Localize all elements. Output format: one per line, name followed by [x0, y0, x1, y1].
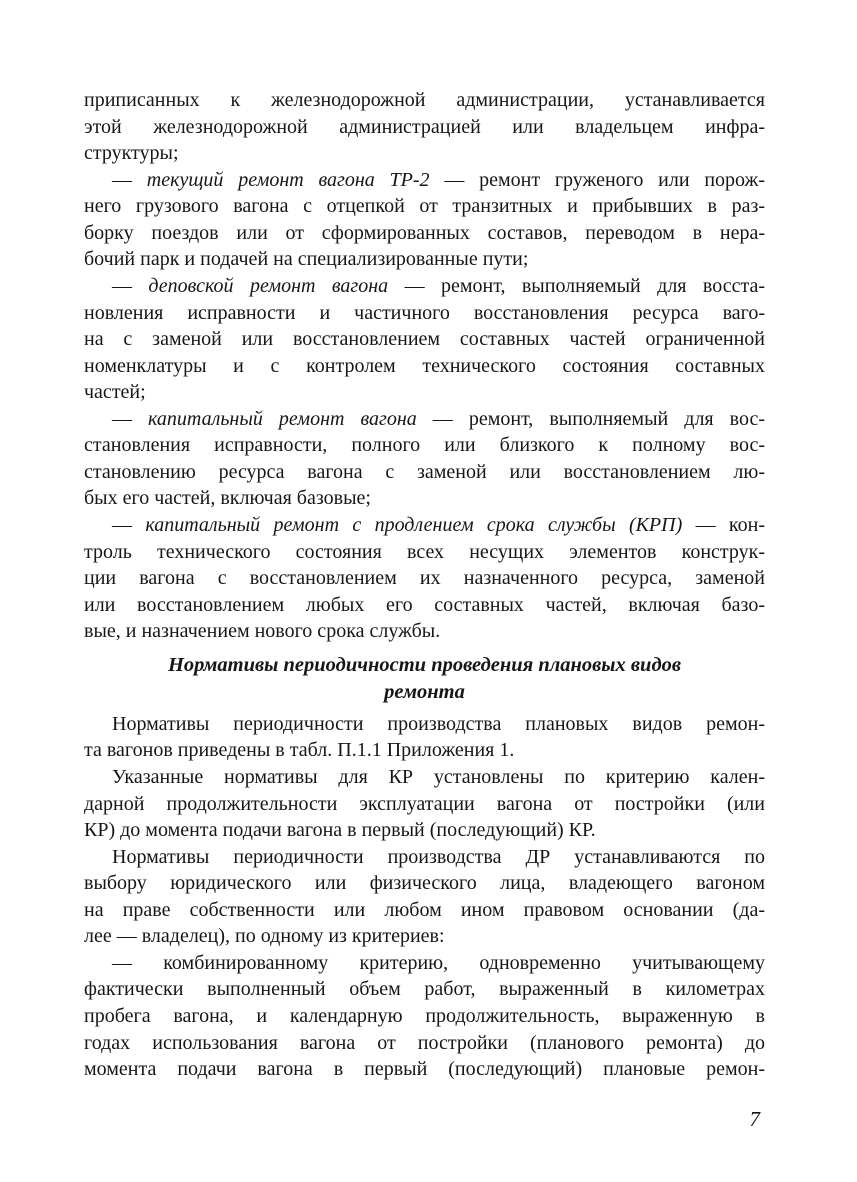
text-run: — кон-	[682, 514, 765, 536]
text-run: лее — владелец), по одному из критериев:	[84, 925, 445, 948]
text-line	[84, 485, 765, 512]
term-italic: текущий ремонт вагона ТР-2	[146, 168, 430, 191]
text-run: выбору юридического или физического лица, владеющего вагоном	[84, 872, 765, 895]
text-line	[84, 326, 765, 353]
text-run: становления исправности, полного или близкого к полному вос-	[84, 434, 765, 457]
text-run: — комбинированному критерию, одновременно учитывающему	[112, 951, 765, 974]
text-line	[84, 140, 765, 167]
text-run: —	[112, 407, 149, 430]
text-line	[84, 353, 765, 380]
text-line	[84, 764, 765, 791]
text-run: фактически выполненный объем работ, выраженный в километрах	[84, 978, 765, 1001]
text-run: дарной продолжительности эксплуатации вагона от постройки (или	[84, 792, 765, 815]
section-heading-line: Нормативы периодичности проведения плановых видов	[167, 653, 682, 676]
text-run: —	[112, 514, 146, 536]
text-line	[84, 1003, 765, 1030]
term-italic: капитальный ремонт вагона	[148, 407, 417, 430]
text-line	[84, 618, 765, 645]
text-line	[84, 167, 765, 194]
text-run: него грузового вагона с отцепкой от транзитных и прибывших в раз-	[84, 195, 765, 218]
text-line	[84, 220, 765, 247]
text-run: Указанные нормативы для КР установлены по критерию кален-	[112, 765, 765, 788]
text-line	[84, 844, 765, 871]
text-line	[84, 737, 765, 764]
text-line	[84, 300, 765, 327]
text-line	[84, 406, 765, 433]
text-line	[84, 512, 765, 539]
term-italic: капитальный ремонт с продлением срока службы (КРП)	[145, 514, 683, 536]
text-run: ции вагона с восстановлением их назначенного ресурса, заменой	[84, 567, 765, 590]
text-run: — ремонт, выполняемый для вос-	[416, 407, 765, 430]
text-run: на с заменой или восстановлением составных частей ограниченной	[84, 328, 765, 351]
text-run: годах использования вагона от постройки (планового ремонта) до	[84, 1031, 765, 1054]
text-run: на праве собственности или любом ином правовом основании (да-	[84, 898, 765, 921]
text-run: пробега вагона, и календарную продолжительность, выраженную в	[84, 1005, 765, 1027]
text-run: Нормативы периодичности производства плановых видов ремон-	[112, 712, 765, 735]
text-line	[84, 246, 765, 273]
text-run: Нормативы периодичности производства ДР устанавливаются по	[112, 845, 765, 868]
text-run: —	[112, 168, 147, 191]
text-run: —	[112, 274, 149, 297]
text-line	[84, 1056, 765, 1083]
text-run: становлению ресурса вагона с заменой или восстановлением лю-	[84, 460, 765, 483]
text-line	[84, 870, 765, 897]
text-line	[84, 432, 765, 459]
text-run: КР) до момента подачи вагона в первый (последующий) КР.	[84, 819, 596, 842]
text-run: приписанных к железнодорожной администрации, устанавливается	[84, 89, 765, 111]
text-line	[84, 539, 765, 566]
text-run: момента подачи вагона в первый (последующий) плановые ремон-	[84, 1058, 765, 1081]
text-line	[84, 193, 765, 220]
text-line	[84, 711, 765, 738]
text-line	[84, 1030, 765, 1057]
text-run: бых его частей, включая базовые;	[84, 487, 371, 510]
section-heading-line: ремонта	[384, 680, 465, 703]
text-run: та вагонов приведены в табл. П.1.1 Приложения 1.	[84, 739, 515, 762]
text-line	[84, 976, 765, 1003]
text-line	[84, 273, 765, 300]
text-line	[84, 950, 765, 977]
text-run: — ремонт груженого или порож-	[429, 168, 765, 191]
text-line	[84, 817, 765, 844]
text-run: или восстановлением любых его составных частей, включая базо-	[84, 593, 765, 616]
text-run: частей;	[84, 381, 146, 404]
text-line	[84, 87, 765, 114]
text-run: структуры;	[84, 142, 179, 165]
text-line	[84, 565, 765, 592]
text-line	[84, 897, 765, 924]
text-run: номенклатуры и с контролем технического состояния составных	[84, 354, 765, 377]
text-run: борку поездов или от сформированных составов, переводом в нера-	[84, 221, 765, 244]
page-number: 7	[749, 1107, 760, 1131]
text-run: троль технического состояния всех несущих элементов конструк-	[84, 540, 765, 563]
text-run: бочий парк и подачей на специализированные пути;	[84, 248, 529, 271]
text-line	[84, 114, 765, 141]
text-line	[84, 379, 765, 406]
text-run: — ремонт, выполняемый для восста-	[388, 274, 765, 297]
section-heading	[84, 652, 765, 706]
text-run: вые, и назначением нового срока службы.	[84, 620, 441, 643]
text-line	[84, 791, 765, 818]
text-line	[84, 923, 765, 950]
text-run: новления исправности и частичного восстановления ресурса ваго-	[84, 301, 765, 324]
text-run: этой железнодорожной администрацией или владельцем инфра-	[84, 115, 765, 138]
text-line	[84, 459, 765, 486]
term-italic: деповской ремонт вагона	[148, 274, 389, 297]
text-line	[84, 592, 765, 619]
page-text-block	[84, 87, 765, 1083]
